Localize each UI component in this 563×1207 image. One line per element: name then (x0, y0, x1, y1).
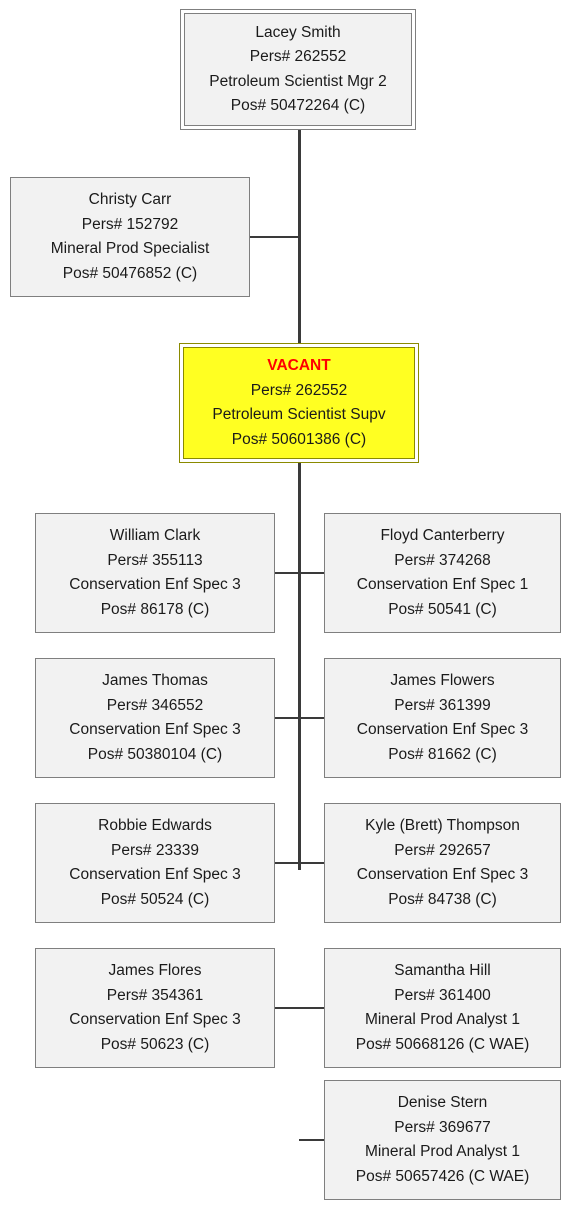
employee-pers-number: Pers# 354361 (106, 986, 204, 1004)
employee-position: Pos# 50541 (C) (388, 600, 497, 618)
employee-position: Pos# 50472264 (C) (230, 97, 366, 114)
connector-vacant-trunk (298, 462, 301, 870)
employee-pers-number: Pers# 152792 (81, 215, 179, 233)
employee-title: Mineral Prod Specialist (50, 240, 210, 257)
employee-pers-number: Pers# 262552 (250, 381, 348, 399)
employee-title: Conservation Enf Spec 3 (69, 866, 241, 883)
employee-position: Pos# 50657426 (C WAE) (355, 1167, 530, 1185)
employee-pers-number: Pers# 23339 (111, 841, 199, 859)
connector-assistant (250, 236, 299, 238)
employee-position: Pos# 81662 (C) (388, 745, 497, 763)
employee-name: Robbie Edwards (98, 817, 212, 834)
employee-name: Christy Carr (88, 191, 172, 208)
employee-title: Conservation Enf Spec 3 (356, 721, 529, 738)
org-box-top-manager[interactable] (184, 13, 412, 126)
employee-name: Denise Stern (397, 1094, 488, 1111)
employee-position: Pos# 50623 (C) (100, 1035, 210, 1053)
org-box-right-2[interactable] (324, 658, 561, 778)
org-box-right-4[interactable] (324, 948, 561, 1068)
connector-row-3 (275, 862, 324, 864)
employee-position: Pos# 50601386 (C) (231, 430, 367, 448)
employee-position: Pos# 84738 (C) (388, 890, 497, 908)
employee-pers-number: Pers# 361399 (394, 696, 491, 714)
org-box-left-3[interactable] (35, 803, 275, 923)
employee-name: Samantha Hill (394, 962, 491, 979)
employee-title: Conservation Enf Spec 3 (69, 1011, 241, 1028)
employee-pers-number: Pers# 369677 (394, 1118, 491, 1136)
connector-row-1 (275, 572, 324, 574)
employee-pers-number: Pers# 292657 (394, 841, 491, 859)
employee-pers-number: Pers# 262552 (249, 48, 347, 65)
org-box-right-1[interactable] (324, 513, 561, 633)
org-box-left-2[interactable] (35, 658, 275, 778)
employee-name: James Flores (108, 962, 202, 979)
employee-name: Lacey Smith (255, 23, 341, 41)
employee-name: James Thomas (102, 672, 208, 689)
connector-row-4 (275, 1007, 324, 1009)
employee-position: Pos# 50524 (C) (100, 890, 210, 908)
employee-position: Pos# 50476852 (C) (62, 264, 198, 282)
org-box-vacant-supervisor[interactable] (183, 347, 415, 459)
org-box-assistant[interactable] (10, 177, 250, 297)
employee-title: Conservation Enf Spec 1 (356, 576, 529, 593)
org-box-left-1[interactable] (35, 513, 275, 633)
employee-title: Mineral Prod Analyst 1 (364, 1143, 521, 1160)
employee-title: Conservation Enf Spec 3 (69, 721, 241, 738)
employee-pers-number: Pers# 374268 (394, 551, 491, 569)
employee-title: Petroleum Scientist Supv (212, 406, 386, 423)
employee-pers-number: Pers# 346552 (106, 696, 204, 714)
vacant-label: VACANT (267, 357, 331, 374)
employee-pers-number: Pers# 355113 (107, 551, 203, 569)
org-box-right-5[interactable] (324, 1080, 561, 1200)
employee-name: James Flowers (390, 672, 495, 689)
org-box-right-3[interactable] (324, 803, 561, 923)
employee-position: Pos# 86178 (C) (100, 600, 210, 618)
employee-title: Conservation Enf Spec 3 (356, 866, 529, 883)
employee-position: Pos# 50668126 (C WAE) (355, 1035, 530, 1053)
employee-pers-number: Pers# 361400 (394, 986, 491, 1004)
employee-name: Kyle (Brett) Thompson (365, 817, 520, 834)
employee-title: Petroleum Scientist Mgr 2 (209, 72, 387, 90)
employee-title: Mineral Prod Analyst 1 (364, 1011, 521, 1028)
connector-row-2 (275, 717, 324, 719)
employee-title: Conservation Enf Spec 3 (69, 576, 241, 593)
employee-name: William Clark (109, 527, 201, 544)
connector-row-5 (299, 1139, 324, 1141)
employee-name: Floyd Canterberry (380, 527, 505, 544)
org-box-left-4[interactable] (35, 948, 275, 1068)
employee-position: Pos# 50380104 (C) (87, 745, 223, 763)
